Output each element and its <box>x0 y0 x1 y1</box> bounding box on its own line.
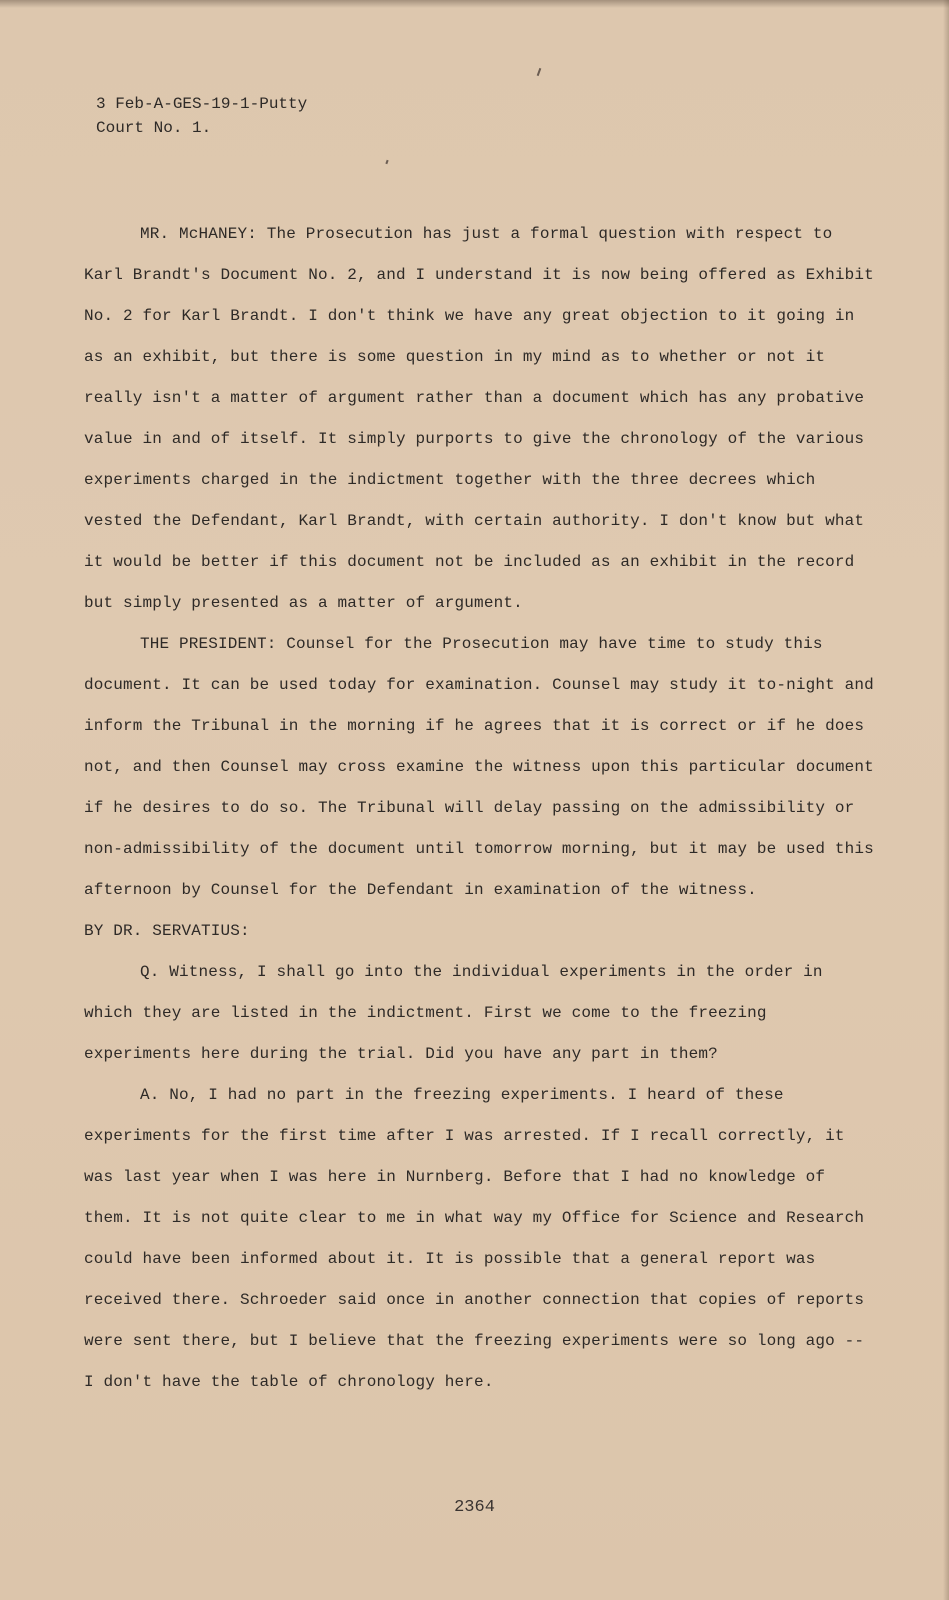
page-top-edge <box>0 0 949 8</box>
header-court: Court No. 1. <box>96 119 212 137</box>
header-reference: 3 Feb-A-GES-19-1-Putty <box>96 95 308 113</box>
paragraph-mchaney: MR. McHANEY: The Prosecution has just a formal question with respect to Karl Brandt's Document No. 2, and I understand it is now being offered as Exhibit No. 2 for Karl Brandt. I don't think we have any great objection to it going in as an exhibit, but there is some question in my mind as to whether or not it really isn't a matter of argument rather than a document which has any probative value in and of itself. It simply purports to give the chronology of the various experiments charged in the indictment together with the three decrees which vested the Defendant, Karl Brandt, with certain authority. I don't know but what it would be better if this document not be included as an exhibit in the record but simply presented as a matter of argument. <box>84 225 874 612</box>
paper-speck <box>385 160 388 164</box>
paragraph-question: Q. Witness, I shall go into the individual experiments in the order in which they are listed in the indictment. First we come to the freezing experiments here during the trial. Did you have any part in them? <box>84 963 823 1063</box>
page-right-edge <box>943 0 949 1600</box>
examiner-label: BY DR. SERVATIUS: <box>84 922 250 940</box>
page-number: 2364 <box>454 1498 495 1517</box>
transcript-body <box>84 214 874 1403</box>
paragraph-president: THE PRESIDENT: Counsel for the Prosecution may have time to study this document. It can be used today for examination. Counsel may study it to-night and inform the Tribunal in the morning if he agrees that it is correct or if he does not, and then Counsel may cross examine the witness upon this particular document if he desires to do so. The Tribunal will delay passing on the admissibility or non-admissibility of the document until tomorrow morning, but it may be used this afternoon by Counsel for the Defendant in examination of the witness. <box>84 635 874 899</box>
paragraph-answer: A. No, I had no part in the freezing experiments. I heard of these experiments for the first time after I was arrested. If I recall correctly, it was last year when I was here in Nurnberg. Before that I had no knowledge of them. It is not quite clear to me in what way my Office for Science and Research could have been informed about it. It is possible that a general report was received there. Schroeder said once in another connection that copies of reports were sent there, but I believe that the freezing experiments were so long ago -- I don't have the table of chronology here. <box>84 1086 865 1391</box>
paper-speck <box>537 68 542 76</box>
document-header <box>96 92 307 140</box>
